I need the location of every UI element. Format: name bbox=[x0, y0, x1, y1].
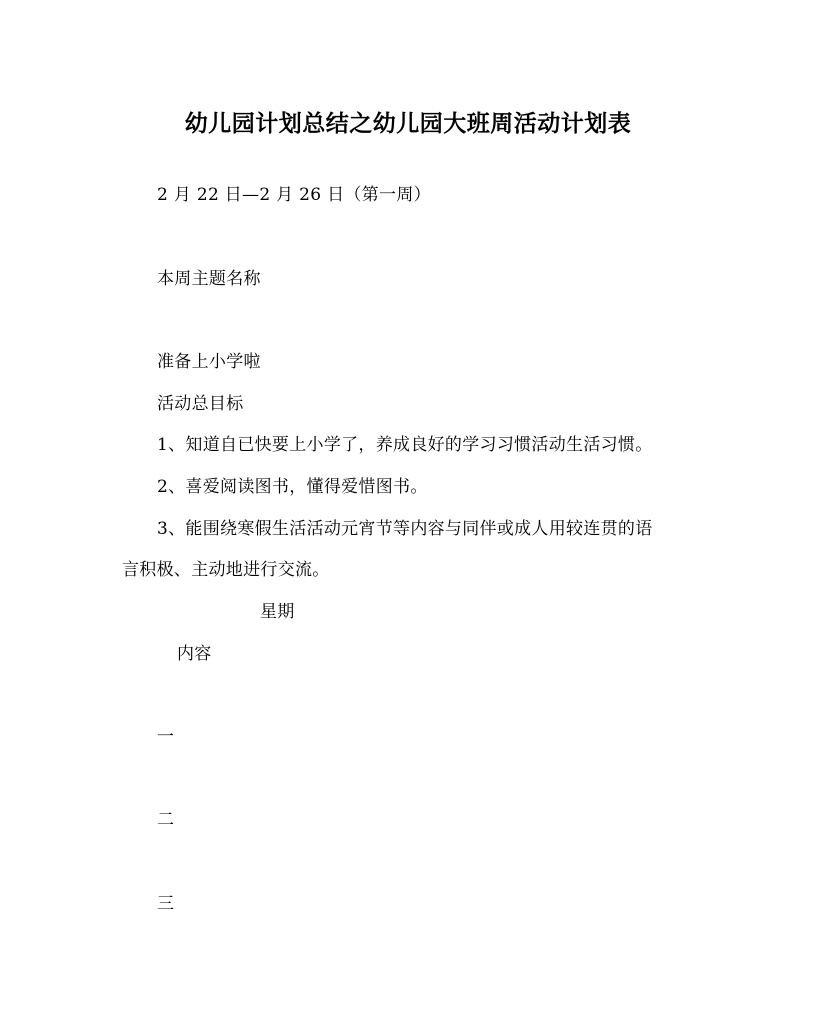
table-header-content: 内容 bbox=[177, 644, 212, 664]
theme-label: 本周主题名称 bbox=[157, 269, 261, 289]
table-day-tue: 二 bbox=[157, 810, 175, 830]
date-range: 2 月 22 日—2 月 26 日（第一周） bbox=[157, 185, 431, 205]
table-header-weekday: 星期 bbox=[260, 602, 295, 622]
goals-label: 活动总目标 bbox=[157, 394, 244, 414]
goal-item-3: 3、能围绕寒假生活活动元宵节等内容与同伴或成人用较连贯的语 bbox=[157, 519, 653, 539]
goal-item-3-continuation: 言积极、主动地进行交流。 bbox=[122, 560, 330, 580]
goal-item-2: 2、喜爱阅读图书，懂得爱惜图书。 bbox=[157, 477, 428, 497]
goal-item-1: 1、知道自已快要上小学了，养成良好的学习习惯活动生活习惯。 bbox=[157, 435, 653, 455]
document-title: 幼儿园计划总结之幼儿园大班周活动计划表 bbox=[184, 110, 632, 137]
table-day-wed: 三 bbox=[157, 894, 175, 914]
table-day-mon: 一 bbox=[157, 727, 175, 747]
theme-value: 准备上小学啦 bbox=[157, 352, 261, 372]
